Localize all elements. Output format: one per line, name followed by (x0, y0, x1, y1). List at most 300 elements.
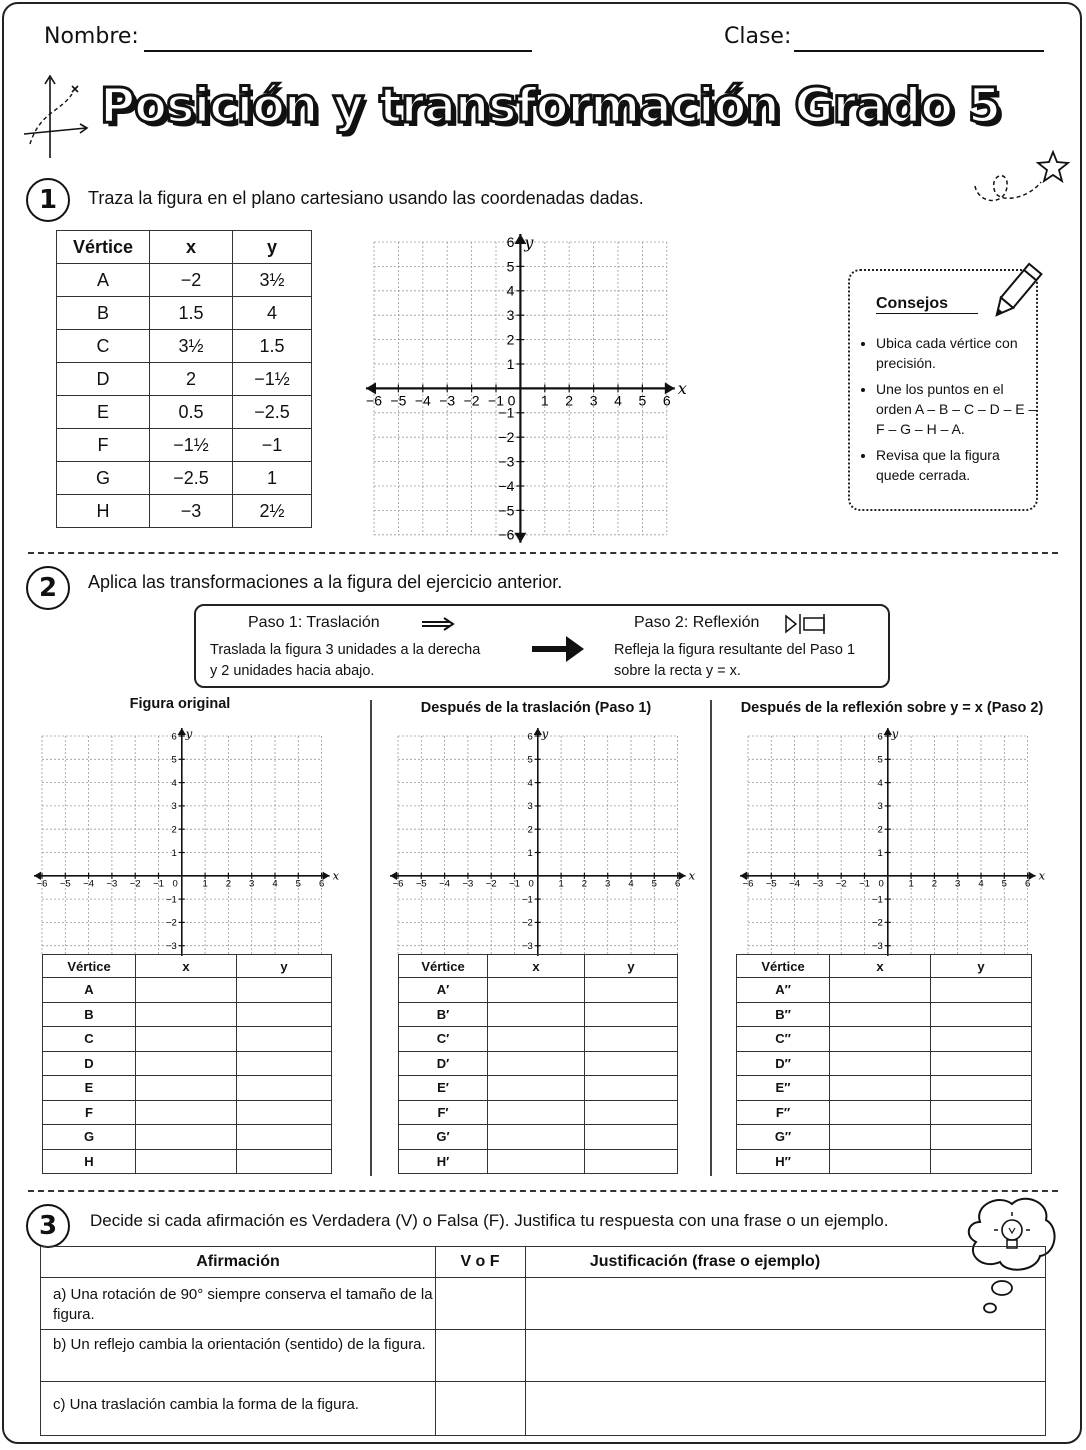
vertex-label: B′ (399, 1002, 488, 1027)
vertex-label: E (43, 1076, 136, 1101)
y-answer-cell[interactable] (237, 1100, 332, 1125)
x-tick-label: −6 (366, 392, 382, 409)
vertex-label: H (43, 1149, 136, 1174)
table-cell: −2 (150, 264, 233, 297)
x-tick-label: 5 (295, 878, 301, 890)
table-cell: −1 (233, 429, 312, 462)
y-tick-label: 3 (171, 801, 177, 813)
x-tick-label: −6 (742, 878, 754, 890)
vertex-label: C (43, 1027, 136, 1052)
origin-label: 0 (878, 878, 884, 890)
table-row (43, 1100, 332, 1125)
x-tick-label: 5 (638, 392, 647, 409)
x-tick-label: 6 (674, 878, 681, 890)
table-cell: H (57, 495, 150, 528)
table-header: y (233, 231, 312, 264)
step2-desc-line1: Refleja la figura resultante del Paso 1 (614, 642, 856, 658)
y-answer-cell[interactable] (585, 1076, 678, 1101)
original-vertex-table (42, 954, 332, 1174)
table-row (43, 978, 332, 1003)
y-answer-cell[interactable] (931, 1002, 1032, 1027)
col-title-original: Figura original (129, 696, 231, 712)
x-tick-label: 5 (651, 878, 657, 890)
y-tick-label: 3 (527, 801, 533, 813)
y-axis-label: y (541, 726, 549, 741)
vertex-label: B (43, 1002, 136, 1027)
table-header: Vértice (737, 955, 830, 978)
table-row (737, 1076, 1032, 1101)
origin-label: 0 (507, 392, 516, 409)
y-tick-label: −4 (498, 477, 515, 494)
q3-statement-c: c) Una traslación cambia la forma de la figura. (53, 1396, 359, 1413)
table-cell: 3½ (233, 264, 312, 297)
y-tick-label: −2 (498, 429, 515, 446)
table-cell: −1½ (233, 363, 312, 396)
x-answer-cell[interactable] (830, 1002, 931, 1027)
table-cell: 2½ (233, 495, 312, 528)
vertex-label: A′′ (737, 978, 830, 1003)
name-label: Nombre: (44, 24, 139, 49)
vertex-label: H′ (399, 1149, 488, 1174)
table-cell: A (57, 264, 150, 297)
table-row (399, 1027, 678, 1052)
table-cell: −2.5 (233, 396, 312, 429)
x-tick-label: −1 (488, 392, 504, 409)
table-header: x (136, 955, 237, 978)
arrow-right-icon (420, 616, 456, 632)
x-tick-label: 3 (605, 878, 611, 890)
y-answer-cell[interactable] (585, 1100, 678, 1125)
table-row (57, 363, 312, 396)
table-row (737, 1100, 1032, 1125)
table-row (57, 429, 312, 462)
x-axis-label: x (688, 868, 696, 883)
table-header: x (488, 955, 585, 978)
y-answer-cell[interactable] (585, 978, 678, 1003)
y-tick-label: −3 (498, 453, 515, 470)
x-tick-label: −1 (153, 878, 164, 890)
step1-desc-line1: Traslada la figura 3 unidades a la derecha (210, 642, 481, 658)
q3-header-justification: Justificación (frase o ejemplo) (589, 1253, 821, 1270)
section-divider (28, 552, 1058, 554)
x-tick-label: −4 (83, 878, 95, 890)
table-row (737, 1149, 1032, 1174)
bold-arrow-icon (530, 634, 586, 664)
y-tick-label: −1 (165, 894, 177, 906)
x-answer-cell[interactable] (830, 978, 931, 1003)
step1-desc-line2: y 2 unidades hacia abajo. (210, 663, 375, 679)
x-answer-cell[interactable] (488, 1076, 585, 1101)
vertex-label: G′′ (737, 1125, 830, 1150)
table-row (57, 297, 312, 330)
q3-statement-b: b) Un reflejo cambia la orientación (sentido) de la figura. (53, 1336, 426, 1353)
x-axis-label: x (332, 868, 340, 883)
q3-justification-c[interactable] (527, 1383, 1043, 1435)
table-row (737, 1125, 1032, 1150)
table-row (737, 1002, 1032, 1027)
x-tick-label: −2 (463, 392, 480, 409)
question-number-2: 2 (26, 566, 70, 610)
y-tick-label: 4 (171, 777, 177, 789)
vertex-label: G′ (399, 1125, 488, 1150)
y-tick-label: −1 (521, 894, 533, 906)
tip-item: • Une los puntos en el orden A – B – C – D – E – F – G – H – A. (876, 379, 1041, 439)
x-tick-label: −3 (812, 878, 824, 890)
x-tick-label: 2 (225, 878, 232, 890)
table-row (399, 1100, 678, 1125)
y-answer-cell[interactable] (931, 1051, 1032, 1076)
x-answer-cell[interactable] (830, 1076, 931, 1101)
table-cell: D (57, 363, 150, 396)
x-answer-cell[interactable] (136, 1076, 237, 1101)
q3-statement-a: a) Una rotación de 90° siempre conserva el tamaño de la figura. (53, 1286, 433, 1323)
column-divider (710, 700, 712, 1176)
y-answer-cell[interactable] (585, 1027, 678, 1052)
q3-header-vf: V o F (460, 1253, 500, 1270)
q3-table (40, 1246, 1046, 1436)
x-tick-label: −1 (859, 878, 870, 890)
x-tick-label: −3 (462, 878, 474, 890)
y-tick-label: 1 (877, 847, 883, 859)
y-tick-label: 2 (506, 331, 515, 348)
x-tick-label: −4 (414, 392, 431, 409)
y-tick-label: 5 (877, 754, 883, 766)
y-tick-label: 2 (877, 824, 883, 836)
vertex-label: A′ (399, 978, 488, 1003)
x-tick-label: 3 (955, 878, 961, 890)
class-field[interactable] (794, 26, 1044, 52)
table-cell: B (57, 297, 150, 330)
y-tick-label: −1 (871, 894, 883, 906)
x-tick-label: −5 (59, 878, 71, 890)
arrow-icon (534, 728, 542, 735)
y-answer-cell[interactable] (585, 1125, 678, 1150)
x-answer-cell[interactable] (488, 1051, 585, 1076)
table-cell: −2.5 (150, 462, 233, 495)
x-tick-label: 5 (1001, 878, 1007, 890)
q3-header-statement: Afirmación (196, 1253, 280, 1270)
x-tick-label: 1 (202, 878, 208, 890)
x-answer-cell[interactable] (830, 1125, 931, 1150)
x-tick-label: 4 (978, 878, 984, 890)
step2-desc-line2: sobre la recta y = x. (614, 663, 741, 679)
q3-answer-vf-c[interactable] (437, 1383, 523, 1435)
y-tick-label: −5 (498, 502, 515, 519)
x-answer-cell[interactable] (830, 1100, 931, 1125)
table-cell: 1 (233, 462, 312, 495)
arrow-icon (178, 728, 186, 735)
table-row (57, 495, 312, 528)
y-tick-label: 6 (877, 731, 883, 743)
x-answer-cell[interactable] (136, 978, 237, 1003)
table-header: Vértice (43, 955, 136, 978)
y-tick-label: −1 (498, 404, 515, 421)
q1-instruction: Traza la figura en el plano cartesiano usando las coordenadas dadas. (88, 188, 644, 208)
col-title-reflection: Después de la reflexión sobre y = x (Paso 2) (740, 700, 1044, 716)
y-answer-cell[interactable] (237, 1051, 332, 1076)
x-axis-label: x (677, 379, 687, 398)
x-answer-cell[interactable] (830, 1027, 931, 1052)
table-row (43, 1076, 332, 1101)
vertex-label: H′′ (737, 1149, 830, 1174)
origin-label: 0 (528, 878, 534, 890)
col-title-translation: Después de la traslación (Paso 1) (420, 700, 652, 716)
x-tick-label: 1 (558, 878, 564, 890)
y-answer-cell[interactable] (931, 1125, 1032, 1150)
x-tick-label: 6 (318, 878, 325, 890)
x-answer-cell[interactable] (136, 1002, 237, 1027)
table-header: Vértice (399, 955, 488, 978)
y-tick-label: −3 (165, 941, 177, 953)
tips-list (858, 333, 1041, 491)
y-answer-cell[interactable] (931, 1076, 1032, 1101)
x-tick-label: −6 (36, 878, 48, 890)
worksheet-page (2, 2, 1082, 1444)
table-row (399, 1051, 678, 1076)
x-tick-label: −2 (835, 878, 847, 890)
table-header: y (237, 955, 332, 978)
vertex-label: E′′ (737, 1076, 830, 1101)
y-tick-label: 1 (506, 355, 515, 372)
y-answer-cell[interactable] (585, 1149, 678, 1174)
x-answer-cell[interactable] (488, 1100, 585, 1125)
y-tick-label: −2 (165, 917, 177, 929)
table-cell: −3 (150, 495, 233, 528)
q3-answer-vf-a[interactable] (437, 1279, 523, 1327)
name-field[interactable] (144, 26, 532, 52)
table-row (737, 1051, 1032, 1076)
x-answer-cell[interactable] (830, 1149, 931, 1174)
x-tick-label: −4 (439, 878, 451, 890)
q2-instruction: Aplica las transformaciones a la figura del ejercicio anterior. (88, 572, 563, 592)
tip-item: • Ubica cada vértice con precisión. (876, 333, 1041, 373)
translation-vertex-table (398, 954, 678, 1174)
table-cell: 0.5 (150, 396, 233, 429)
x-answer-cell[interactable] (136, 1027, 237, 1052)
y-answer-cell[interactable] (931, 1027, 1032, 1052)
y-axis-label: y (185, 726, 193, 741)
table-row (43, 1149, 332, 1174)
x-tick-label: 6 (1024, 878, 1031, 890)
step2-title: Paso 2: Reflexión (634, 614, 760, 631)
reflection-icon (782, 612, 830, 636)
x-tick-label: −4 (789, 878, 801, 890)
x-tick-label: 4 (614, 392, 622, 409)
y-tick-label: 4 (877, 777, 883, 789)
x-tick-label: −1 (509, 878, 520, 890)
x-tick-label: −6 (392, 878, 404, 890)
y-tick-label: 4 (527, 777, 533, 789)
y-tick-label: −3 (871, 941, 883, 953)
table-row (399, 1002, 678, 1027)
x-tick-label: −2 (129, 878, 141, 890)
q1-vertex-table (56, 230, 312, 528)
y-answer-cell[interactable] (931, 1149, 1032, 1174)
x-answer-cell[interactable] (830, 1051, 931, 1076)
table-cell: 1.5 (150, 297, 233, 330)
coordinate-plane-original[interactable] (24, 720, 344, 956)
steps-box (194, 604, 890, 688)
q3-col-divider (435, 1247, 436, 1435)
x-tick-label: 6 (662, 392, 671, 409)
y-axis-label: y (891, 726, 899, 741)
x-answer-cell[interactable] (488, 1027, 585, 1052)
x-tick-label: 2 (581, 878, 588, 890)
class-label: Clase: (724, 24, 792, 49)
table-row (43, 1027, 332, 1052)
x-tick-label: −5 (390, 392, 407, 409)
table-row (737, 978, 1032, 1003)
table-header: x (150, 231, 233, 264)
x-tick-label: 4 (272, 878, 278, 890)
vertex-label: B′′ (737, 1002, 830, 1027)
table-row (43, 1125, 332, 1150)
table-row (43, 1051, 332, 1076)
vertex-label: C′ (399, 1027, 488, 1052)
y-axis-label: y (524, 233, 534, 252)
x-tick-label: −2 (485, 878, 497, 890)
tip-item: • Revisa que la figura quede cerrada. (876, 445, 1041, 485)
x-answer-cell[interactable] (488, 1002, 585, 1027)
coordinate-plane-translation[interactable] (380, 720, 700, 956)
y-answer-cell[interactable] (585, 1051, 678, 1076)
y-tick-label: 6 (506, 233, 515, 250)
x-tick-label: −5 (415, 878, 427, 890)
x-tick-label: 2 (565, 392, 574, 409)
table-cell: 1.5 (233, 330, 312, 363)
x-answer-cell[interactable] (488, 1125, 585, 1150)
question-number-3: 3 (26, 1204, 70, 1248)
y-tick-label: −2 (871, 917, 883, 929)
step1-title: Paso 1: Traslación (248, 614, 380, 631)
y-answer-cell[interactable] (931, 978, 1032, 1003)
x-tick-label: 1 (908, 878, 914, 890)
vertex-label: D′ (399, 1051, 488, 1076)
q3-row-divider (41, 1329, 1045, 1330)
vertex-label: F (43, 1100, 136, 1125)
x-answer-cell[interactable] (136, 1100, 237, 1125)
y-tick-label: 1 (527, 847, 533, 859)
vertex-label: F′ (399, 1100, 488, 1125)
x-tick-label: 3 (589, 392, 598, 409)
q3-col-divider (525, 1247, 526, 1435)
table-header: y (931, 955, 1032, 978)
x-axis-label: x (1038, 868, 1046, 883)
y-answer-cell[interactable] (237, 978, 332, 1003)
q3-row-divider (41, 1277, 1045, 1278)
table-header: x (830, 955, 931, 978)
pencil-icon (988, 260, 1044, 324)
axes-doodle-icon (20, 72, 92, 164)
table-cell: C (57, 330, 150, 363)
x-tick-label: −3 (439, 392, 456, 409)
column-divider (370, 700, 372, 1176)
table-row (57, 330, 312, 363)
y-tick-label: 6 (171, 731, 177, 743)
tips-title: Consejos (876, 295, 978, 314)
y-tick-label: 3 (877, 801, 883, 813)
table-row (399, 978, 678, 1003)
table-row (737, 1027, 1032, 1052)
y-answer-cell[interactable] (237, 1149, 332, 1174)
q3-justification-b[interactable] (527, 1331, 1043, 1379)
y-tick-label: 2 (171, 824, 177, 836)
table-cell: F (57, 429, 150, 462)
page-title: Posición y transformación Grado 5 (100, 78, 1001, 134)
y-answer-cell[interactable] (237, 1076, 332, 1101)
vertex-label: D (43, 1051, 136, 1076)
table-row (57, 396, 312, 429)
arrow-icon (884, 728, 892, 735)
vertex-label: D′′ (737, 1051, 830, 1076)
table-cell: 3½ (150, 330, 233, 363)
y-tick-label: 3 (506, 307, 515, 324)
star-doodle-icon (969, 146, 1079, 210)
x-tick-label: 1 (540, 392, 549, 409)
table-row (399, 1125, 678, 1150)
x-answer-cell[interactable] (488, 978, 585, 1003)
y-answer-cell[interactable] (237, 1125, 332, 1150)
vertex-label: G (43, 1125, 136, 1150)
y-tick-label: 4 (506, 282, 515, 299)
table-cell: 4 (233, 297, 312, 330)
y-tick-label: 1 (171, 847, 177, 859)
y-tick-label: −6 (498, 526, 515, 543)
y-tick-label: 5 (506, 258, 515, 275)
x-answer-cell[interactable] (488, 1149, 585, 1174)
q3-row-divider (41, 1381, 1045, 1382)
table-row (57, 462, 312, 495)
vertex-label: E′ (399, 1076, 488, 1101)
section-divider (28, 1190, 1058, 1192)
table-cell: E (57, 396, 150, 429)
q3-answer-vf-b[interactable] (437, 1331, 523, 1379)
x-tick-label: 4 (628, 878, 634, 890)
y-tick-label: −2 (521, 917, 533, 929)
y-tick-label: 2 (527, 824, 533, 836)
x-answer-cell[interactable] (136, 1149, 237, 1174)
x-answer-cell[interactable] (136, 1051, 237, 1076)
origin-label: 0 (172, 878, 178, 890)
x-tick-label: 3 (249, 878, 255, 890)
y-answer-cell[interactable] (931, 1100, 1032, 1125)
coordinate-plane-main[interactable] (350, 218, 820, 558)
y-tick-label: 5 (171, 754, 177, 766)
y-answer-cell[interactable] (237, 1002, 332, 1027)
x-answer-cell[interactable] (136, 1125, 237, 1150)
table-row (399, 1076, 678, 1101)
x-tick-label: −3 (106, 878, 118, 890)
q3-justification-a[interactable] (527, 1279, 1043, 1327)
y-answer-cell[interactable] (237, 1027, 332, 1052)
y-tick-label: 5 (527, 754, 533, 766)
x-tick-label: −5 (765, 878, 777, 890)
vertex-label: F′′ (737, 1100, 830, 1125)
vertex-label: A (43, 978, 136, 1003)
coordinate-plane-reflection[interactable] (730, 720, 1050, 956)
y-tick-label: 6 (527, 731, 533, 743)
vertex-label: C′′ (737, 1027, 830, 1052)
question-number-1: 1 (26, 178, 70, 222)
table-header: y (585, 955, 678, 978)
reflection-vertex-table (736, 954, 1032, 1174)
x-tick-label: 2 (931, 878, 938, 890)
y-answer-cell[interactable] (585, 1002, 678, 1027)
table-cell: −1½ (150, 429, 233, 462)
table-cell: G (57, 462, 150, 495)
table-row (57, 264, 312, 297)
table-cell: 2 (150, 363, 233, 396)
